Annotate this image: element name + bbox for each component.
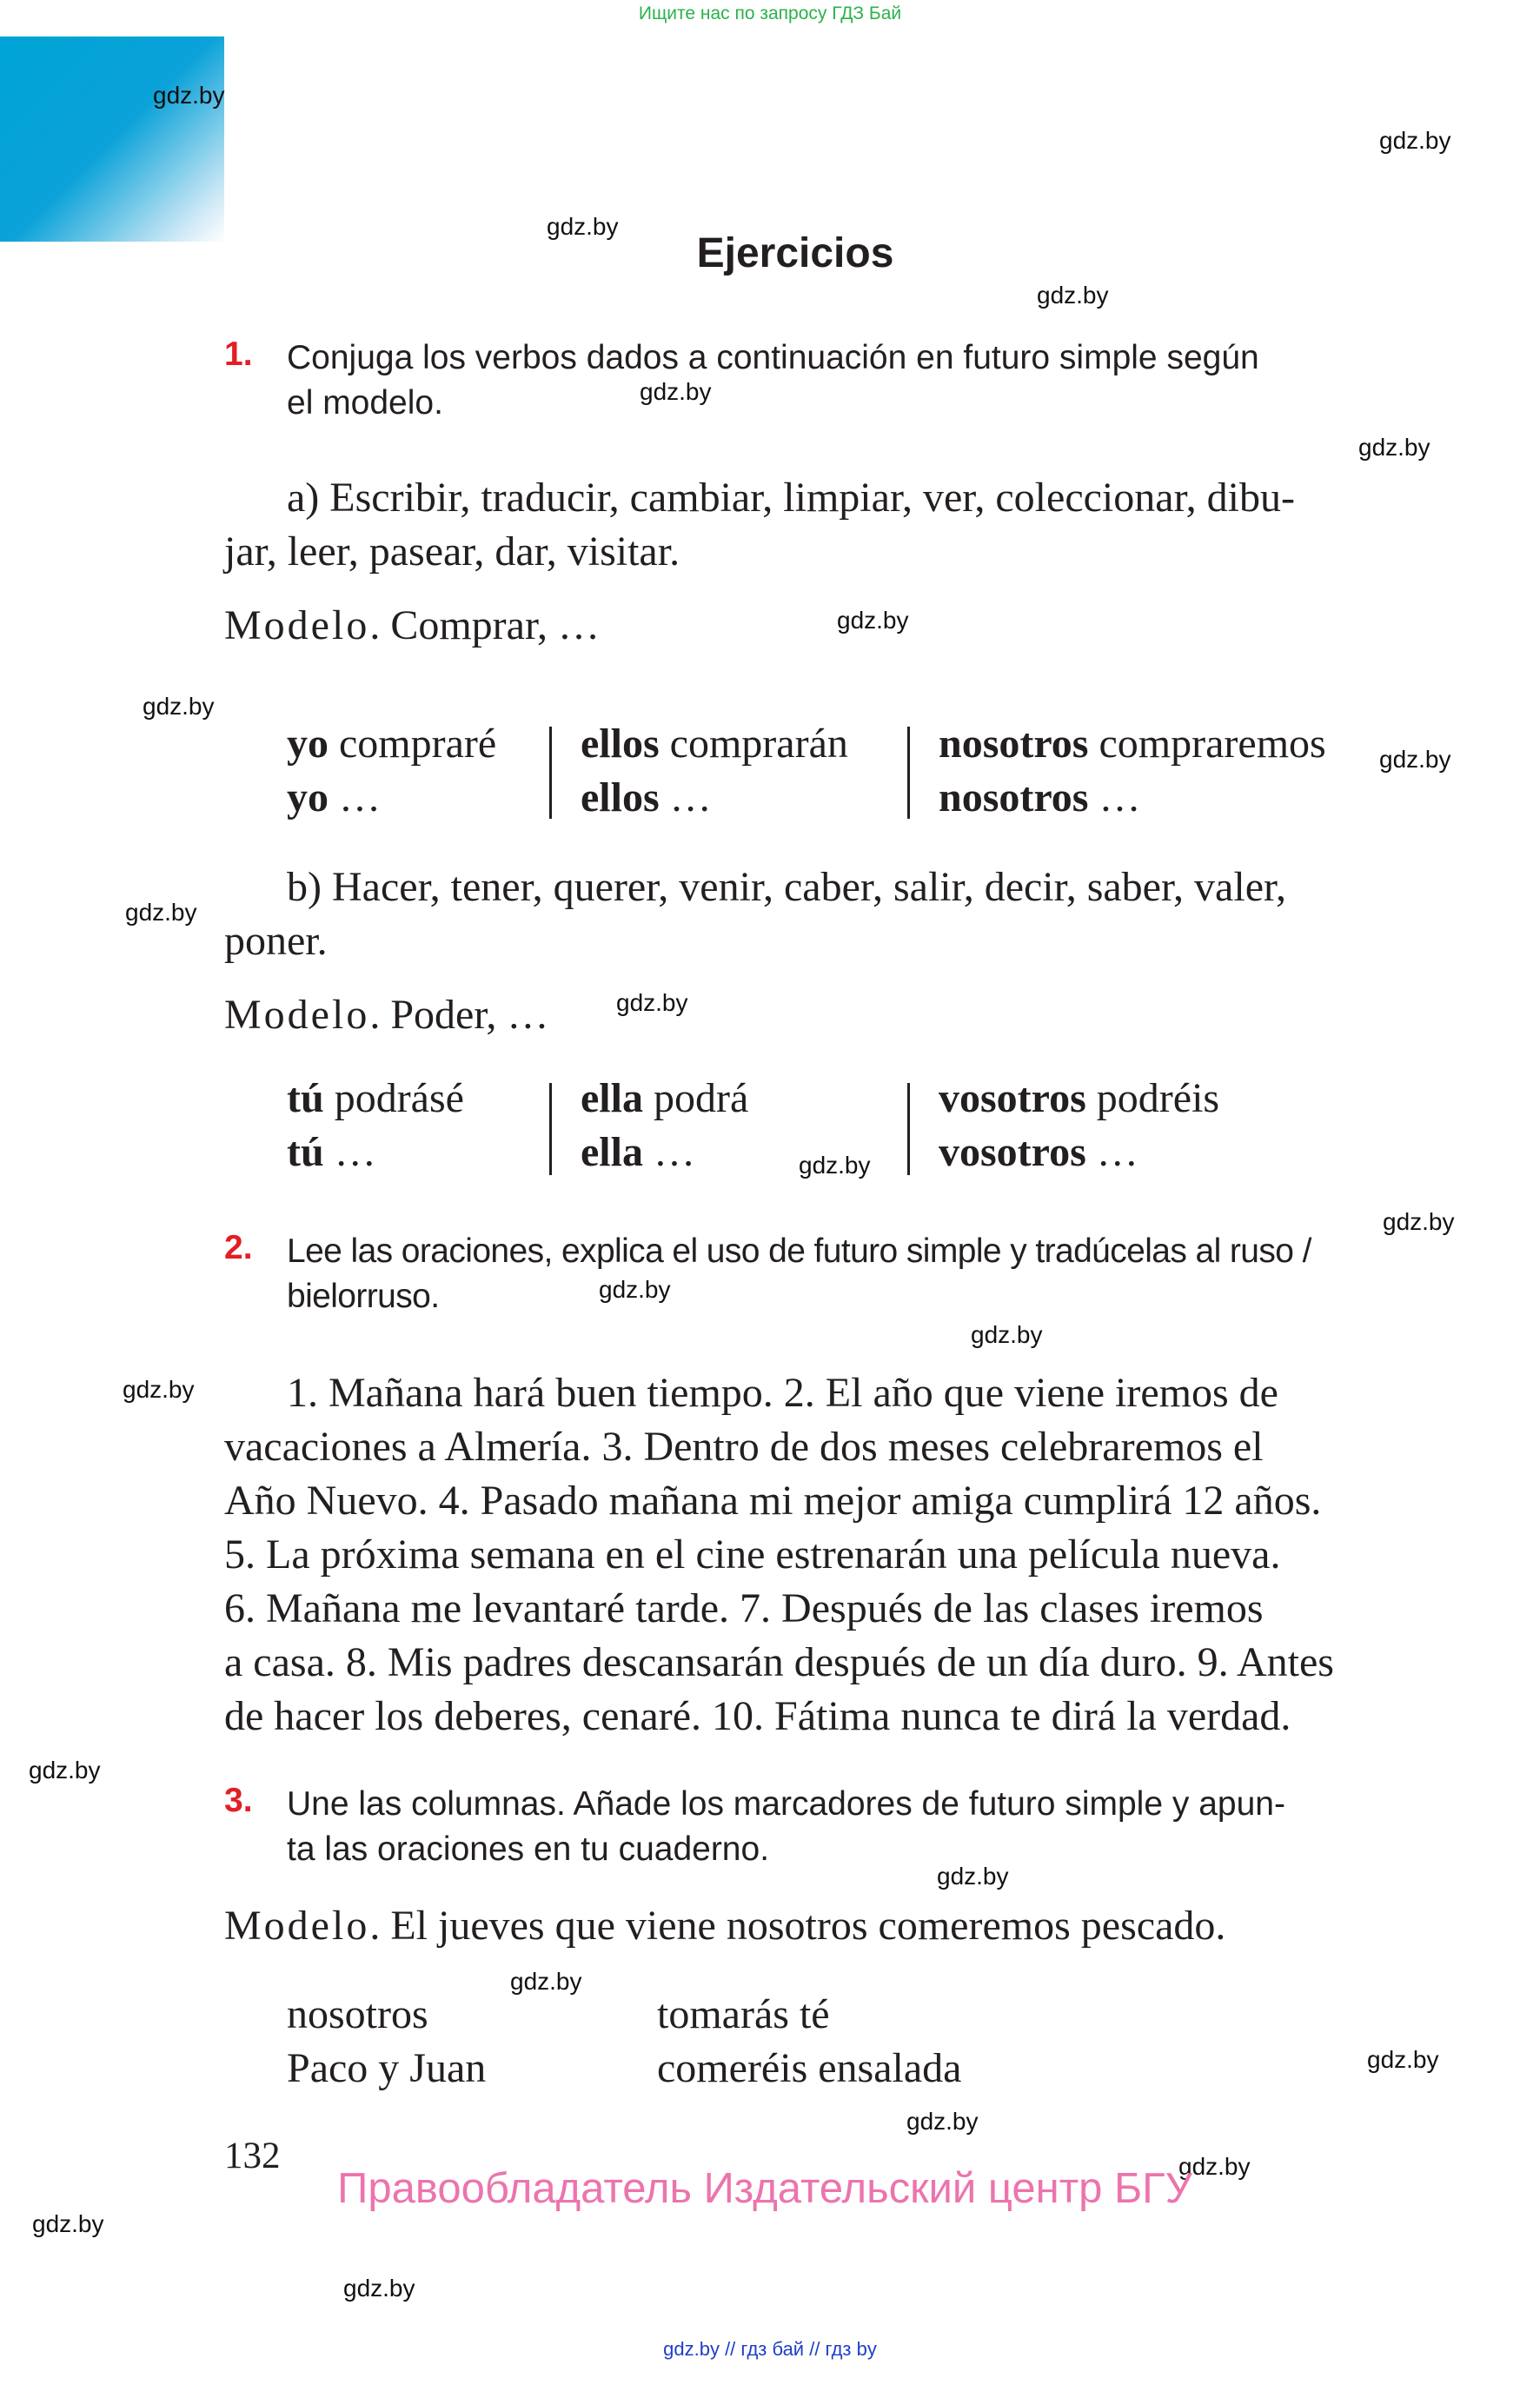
instruction-line: Une las columnas. Añade los marcadores de futuro simple y apun- [287,1785,1285,1823]
watermark: gdz.by [1367,2046,1439,2073]
watermark: gdz.by [1178,2153,1251,2180]
column-left-item: Paco y Juan [287,2045,487,2091]
copyright-notice: Правообладатель Издательский центр БГУ [337,2165,1192,2212]
modelo-text: . El jueves que viene nosotros comeremos pescado. [369,1903,1226,1949]
conjugation-cell: vosotros … [939,1129,1138,1175]
modelo-label: Modelo [224,1903,370,1949]
verbs-line: a) Escribir, traducir, cambiar, limpiar, ver, coleccionar, dibu- [287,475,1295,521]
sentence-line: 6. Mañana me levantaré tarde. 7. Después de las clases iremos [224,1585,1264,1631]
exercise-1b-verbs [224,860,1363,968]
column-divider [549,727,552,819]
column-left-item: nosotros [287,1991,428,2037]
corner-gradient-block [0,37,224,242]
conjugation-cell: tú podrásé [287,1075,464,1121]
sentence-line: 1. Mañana hará buen tiempo. 2. El año que viene iremos de [287,1370,1278,1416]
exercise-2-sentences [224,1366,1363,1744]
instruction-line: Lee las oraciones, explica el uso de futuro simple y tradúcelas al ruso / [287,1232,1311,1270]
instruction-line: bielorruso. [287,1278,440,1315]
verbs-line: poner. [224,918,328,964]
watermark: gdz.by [937,1863,1009,1890]
exercise-2-number: 2. [224,1229,253,1266]
column-right-item: comeréis ensalada [657,2045,962,2091]
watermark: gdz.by [616,989,688,1016]
watermark: gdz.by [29,1757,101,1784]
conjugation-cell: ellos … [581,774,712,820]
bottom-links[interactable]: gdz.by // гдз бай // гдз by [663,2338,877,2360]
page-number: 132 [224,2136,281,2176]
sentence-line: 5. La próxima semana en el cine estrenarán una película nueva. [224,1531,1281,1578]
watermark: gdz.by [640,378,712,405]
page-title: Ejercicios [696,230,894,276]
top-banner[interactable]: Ищите нас по запросу ГДЗ Бай [638,3,902,23]
conjugation-cell: yo … [287,774,381,820]
watermark: gdz.by [32,2210,104,2237]
exercise-3-instruction [287,1782,1425,1872]
column-divider [907,727,910,819]
watermark: gdz.by [1379,746,1451,773]
exercise-3-modelo [224,1902,1225,1950]
watermark: gdz.by [153,82,225,109]
conjugation-cell: vosotros podréis [939,1075,1220,1121]
conjugation-cell: ella … [581,1129,695,1175]
watermark: gdz.by [143,693,215,720]
watermark: gdz.by [125,899,197,926]
watermark: gdz.by [343,2275,415,2302]
sentence-line: de hacer los deberes, cenaré. 10. Fátima nunca te dirá la verdad. [224,1693,1291,1739]
exercise-1b-modelo [224,991,548,1039]
column-right-item: tomarás té [657,1991,830,2037]
exercise-1-instruction [287,335,1425,426]
modelo-text: . Comprar, … [369,602,601,648]
watermark: gdz.by [123,1376,195,1403]
modelo-text: . Poder, … [369,992,549,1038]
watermark: gdz.by [837,607,909,634]
exercise-3-number: 3. [224,1782,253,1819]
instruction-line: el modelo. [287,384,443,422]
verbs-line: jar, leer, pasear, dar, visitar. [224,528,680,575]
watermark: gdz.by [599,1276,671,1303]
conjugation-cell: yo compraré [287,721,497,767]
conjugation-cell: ellos comprarán [581,721,848,767]
watermark: gdz.by [799,1152,871,1179]
instruction-line: ta las oraciones en tu cuaderno. [287,1830,770,1868]
column-divider [907,1083,910,1175]
conjugation-cell: tú … [287,1129,376,1175]
sentence-line: Año Nuevo. 4. Pasado mañana mi mejor amiga cumplirá 12 años. [224,1478,1322,1524]
watermark: gdz.by [1383,1208,1455,1235]
watermark: gdz.by [510,1968,582,1995]
conjugation-cell: nosotros … [939,774,1141,820]
exercise-1a-modelo [224,601,600,649]
verbs-line: b) Hacer, tener, querer, venir, caber, salir, decir, saber, valer, [287,864,1287,910]
watermark: gdz.by [1358,434,1430,461]
conjugation-cell: ella podrá [581,1075,749,1121]
sentence-line: a casa. 8. Mis padres descansarán después de un día duro. 9. Antes [224,1639,1334,1685]
exercise-2-instruction [287,1229,1425,1319]
watermark: gdz.by [971,1321,1043,1348]
watermark: gdz.by [1379,127,1451,154]
exercise-1-number: 1. [224,335,253,373]
conjugation-cell: nosotros compraremos [939,721,1326,767]
modelo-label: Modelo [224,992,370,1038]
modelo-label: Modelo [224,602,370,648]
watermark: gdz.by [906,2108,979,2135]
sentence-line: vacaciones a Almería. 3. Dentro de dos meses celebraremos el [224,1424,1264,1470]
exercise-1a-verbs [224,471,1363,579]
watermark: gdz.by [1037,282,1109,309]
watermark: gdz.by [547,213,619,240]
instruction-line: Conjuga los verbos dados a continuación en futuro simple según [287,339,1259,376]
column-divider [549,1083,552,1175]
